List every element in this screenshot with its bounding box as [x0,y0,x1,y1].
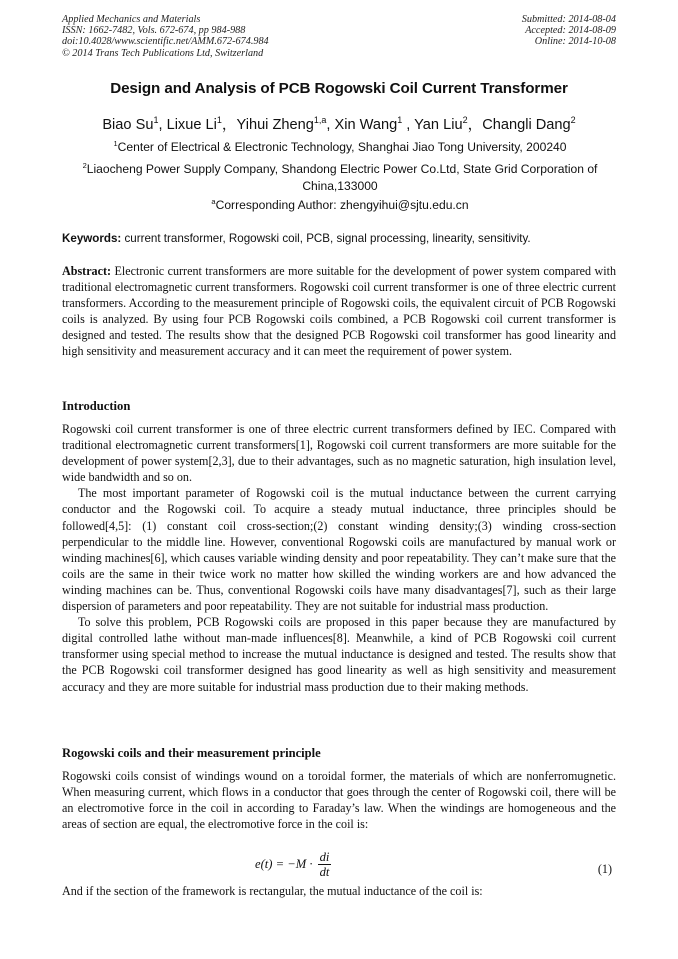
author-name: Biao Su [102,117,154,133]
copyright-line: © 2014 Trans Tech Publications Ltd, Switzerland [62,47,264,59]
corresponding-author [62,196,618,215]
keywords [62,232,531,245]
affiliation-1 [62,138,618,157]
author-name: Xin Wang [334,117,398,133]
author-separator: , [326,117,335,133]
paragraph-after-equation: And if the section of the framework is rectangular, the mutual inductance of the coil is: [62,884,483,898]
author-affil-mark: 2 [570,115,576,125]
affiliation-text: Center of Electrical & Electronic Technology, Shanghai Jiao Tong University, 200240 [117,140,567,154]
author-separator: , [402,117,415,133]
journal-info [62,14,269,59]
paragraph: The most important parameter of Rogowski coil is the mutual inductance between the current carrying conductor and the Rogowski coil. To acquire a steady mutual inductance, three principles should be followed[4,5]: (1) constant coil cross-section;(2) constant winding density;(3) winding cross-section perpendicular to the middle line. However, conventional Rogowski coils are manufactured by manual work or winding machines[6], which causes variable winding density and poor repeatability. They can’t make sure that the coils are the same in their twice work no matter how skilled the winding workers are and how advanced the winding machines can be. Thus, conventional Rogowski coils have many disadvantages[7], such as their large dispersion of parameters and poor repeatability. They are not suitable for industrial mass production. [62,486,616,614]
affiliation-mark: 1 [113,139,118,148]
equation-number: (1) [597,862,612,876]
author-affil-mark: 2 [462,115,468,125]
section-heading-measurement-principle: Rogowski coils and their measurement principle [62,746,321,760]
author-separator: , [158,117,167,133]
corresponding-author-text: Corresponding Author: zhengyihui@sjtu.edu.cn [215,198,469,212]
author-name: Changli Dang [482,117,571,133]
paper-title: Design and Analysis of PCB Rogowski Coil Current Transformer [110,80,568,97]
online-date: Online: 2014-10-08 [534,36,616,48]
keywords-label: Keywords: [62,232,122,245]
measurement-principle-body [62,768,616,832]
keywords-text: current transformer, Rogowski coil, PCB, signal processing, linearity, sensitivity. [121,232,531,245]
author-affil-mark: 1,a [313,115,327,125]
abstract-text: Electronic current transformers are more suitable for the development of power system compared with traditional electromagnetic current transformers. Rogowski coil current transformer is one of three electric current transformers. According to the measurement principle of Rogowski coils, the equivalent circuit of PCB Rogowski coils is analyzed. By using four PCB Rogowski coils combined, a PCB Rogowski coil current transformer is designed and tested. The results show that the designed PCB Rogowski coil transformer has good linearity and high sensitivity and measurement accuracy and it can meet the requirement of power system. [62,264,616,359]
affiliation-text: Liaocheng Power Supply Company, Shandong Electric Power Co.Ltd, State Grid Corporation of China,133000 [86,162,598,193]
author-affil-mark: 1 [153,115,159,125]
section-heading-introduction: Introduction [62,399,131,413]
author-list [0,113,678,134]
publication-dates [522,14,616,48]
equation-fraction [318,850,332,879]
introduction-body [62,421,616,695]
accepted-date: Accepted: 2014-08-09 [525,25,616,37]
author-affil-mark: 1 [397,115,403,125]
abstract-label: Abstract: [62,264,112,278]
affiliation-2 [62,161,618,195]
author-name: Yan Liu [414,117,463,133]
equation-lhs: e(t) = −M · [255,857,313,871]
equation-1 [255,850,331,879]
author-name: Yihui Zheng [236,117,314,133]
affiliation-mark: 2 [82,161,87,170]
issn-line: ISSN: 1662-7482, Vols. 672-674, pp 984-988 [62,25,246,37]
author-separator: ， [467,117,483,133]
paragraph: Rogowski coils consist of windings wound on a toroidal former, the materials of which are nonferromugnetic. When measuring current, which flows in a conductor that goes through the center of Rogowski coil, there will be an electromotive force in the coil in according to Faraday’s law. When the windings are homogeneous and the areas of section are equal, the electromotive force in the coil is: [62,769,616,832]
author-affil-mark: 1 [216,115,222,125]
author-separator: ， [221,117,237,133]
abstract [62,263,616,360]
journal-name: Applied Mechanics and Materials [62,14,201,25]
paragraph: Rogowski coil current transformer is one of three electric current transformers defined by IEC. Compared with traditional electromagnetic current transformers[1], Rogowski coil current transformers are more suitable for the development of power system[2,3], due to their advantages, such as no magnetic saturation, high insulation level, wide bandwidth and so on. [62,422,616,485]
fraction-denominator: dt [319,865,330,879]
submitted-date: Submitted: 2014-08-04 [521,14,616,25]
doi-line: doi:10.4028/www.scientific.net/AMM.672-674.984 [62,36,269,48]
fraction-numerator: di [319,850,330,864]
paragraph: To solve this problem, PCB Rogowski coils are proposed in this paper because they are manufactured by digital controlled lathe without man-made influences[8]. Meanwhile, a kind of PCB Rogowski coil current transformer using special method to increase the mutual inductance is designed and tested. The results show that the PCB Rogowski coil transformer designed has good linearity as well as high sensitivity and measurement accuracy and they are more suitable for industrial mass production due to their making methods. [62,615,616,694]
author-name: Lixue Li [166,117,217,133]
affiliation-mark: a [211,197,216,206]
